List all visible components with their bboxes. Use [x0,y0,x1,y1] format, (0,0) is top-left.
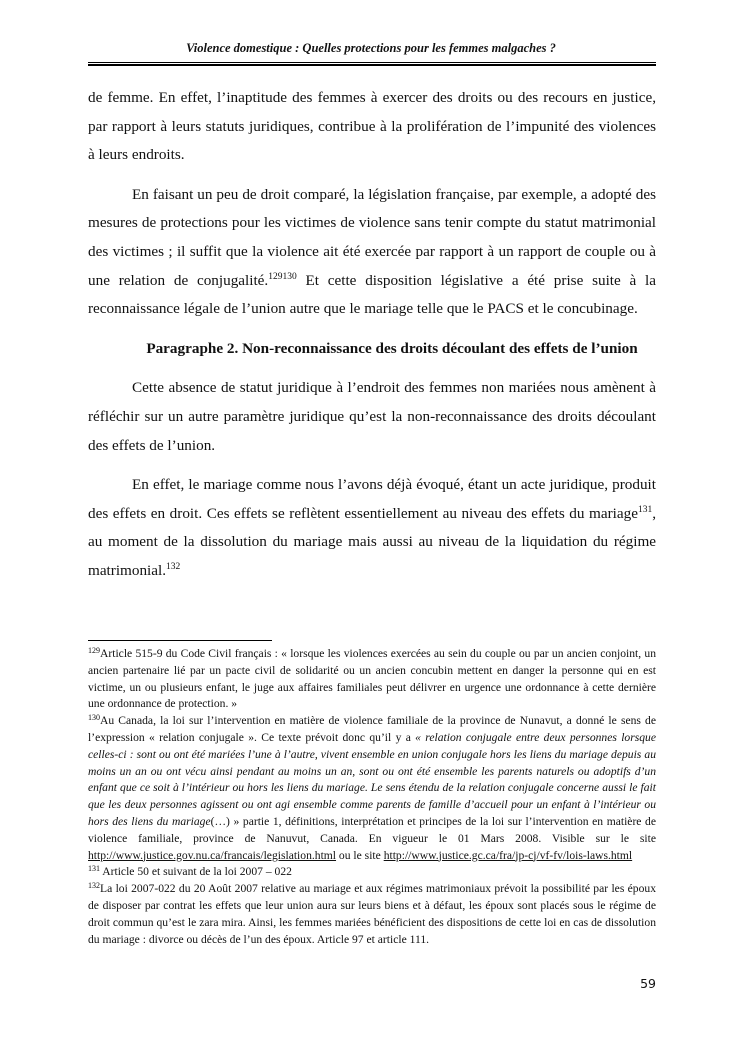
footnote-text: Article 50 et suivant de la loi 2007 – 022 [100,865,292,879]
footnote-quote: « relation conjugale entre deux personnes lorsque celles-ci : sont ou ont été mariées l’une à l’autre, vivent ensemble en union conjugale hors les liens du mariage depuis au moins un an ou ont vécu ainsi pendant au moins un an, sont ou ont été ensemble les parents naturels ou adoptifs d’un enfant que ce soit à l’intérieur ou hors les liens du mariage. Le sens étendu de la relation conjugale concerne aussi le fait que les deux personnes agissent ou ont agi ensemble comme parents de famille d’accueil pour un enfant à l’intérieur ou hors des liens du mariage [88,730,656,828]
footnote-ref-132[interactable]: 132 [166,561,181,572]
footnote-text: (…) » partie 1, définitions, interprétation et principes de la loi sur l’intervention en matière de violence familiale, province de Nanuvut, Canada. En vigueur le 01 Mars 2008. Visible sur le site [88,814,656,845]
link-justice-nunavut[interactable]: http://www.justice.gov.nu.ca/francais/legislation.html [88,848,337,862]
paragraph-2-text-b: Et cette disposition législative a été prise suite à la reconnaissance légale de l’union autre que le mariage telle que le PACS et le concubinage. [88,271,656,318]
paragraph-1: de femme. En effet, l’inaptitude des femmes à exercer des droits ou des recours en justice, par rapport à leurs statuts juridiques, contribue à la prolifération de l’impunité des violences à leurs endroits. [88,89,656,164]
footnotes [88,646,656,948]
footnote-number: 132 [88,881,100,891]
header-rule [88,62,656,66]
footnote-number: 131 [88,864,100,874]
running-header: Violence domestique : Quelles protections pour les femmes malgaches ? [186,41,556,55]
footnote-131 [88,864,656,881]
link-justice-canada[interactable]: http://www.justice.gc.ca/fra/jp-cj/vf-fv/lois-laws.html [383,848,633,862]
paragraph-3: Cette absence de statut juridique à l’endroit des femmes non mariées nous amènent à réfléchir sur un autre paramètre juridique qu’est la non-reconnaissance des droits découlant des effets de l’union. [88,379,656,454]
paragraph-4 [88,471,656,585]
footnote-text: Article 515-9 du Code Civil français : « lorsque les violences exercées au sein du couple ou par un ancien conjoint, un ancien partenaire lié par un pacte civil de solidarité ou un ancien concubin mettent en danger la personne qui en est victime, un ou plusieurs enfant, le juge aux affaires familiales peut délivrer en urgence une ordonnance à cette dernière une ordonnance de protection. » [88,647,656,711]
footnote-132 [88,881,656,948]
footnote-number: 129 [88,646,100,655]
footnote-number: 130 [88,713,100,723]
footnote-text: Au Canada, la loi sur l’intervention en matière de violence familiale de la province de Nunavut, a donné le sens de l’expression « relation conjugale ». Ce texte prévoit donc qu’il y a [88,714,656,744]
footnote-ref-131[interactable]: 131 [637,504,653,515]
section-heading: Paragraphe 2. Non-reconnaissance des droits découlant des effets de l’union [146,339,638,357]
footnote-text: La loi 2007-022 du 20 Août 2007 relative au mariage et aux régimes matrimoniaux prévoit la possibilité par les époux de disposer par contrat les effets que leur union aura sur leurs biens et à défaut, les époux sont placés sous le régime de droit commun qu’est le zara mira. Ainsi, les femmes mariées bénéficient des dispositions de cette loi en cas de dissolution du mariage : divorce ou décès de l’un des époux. Article 97 et article 111. [88,882,656,946]
footnote-text: ou le site [336,848,384,862]
footnote-ref-129-130[interactable]: 129130 [268,271,297,282]
paragraph-2-text-a: En faisant un peu de droit comparé, la législation française, par exemple, a adopté des mesures de protections pour les victimes de violence sans tenir compte du statut matrimonial des victimes ; il suffit que la violence ait été exercée par rapport à un rapport de couple ou à une relation de conjugalité. [88,185,656,289]
footnote-separator [88,640,272,641]
page-number: 59 [640,976,656,991]
paragraph-2 [88,181,656,324]
paragraph-4-text-a: En effet, le mariage comme nous l’avons déjà évoqué, étant un acte juridique, produit des effets en droit. Ces effets se reflètent essentiellement au niveau des effets du mariage [88,476,656,522]
footnote-129 [88,646,656,713]
body-text [88,84,656,597]
footnote-130 [88,713,656,864]
paragraph-4-text-b: , au moment de la dissolution du mariage mais aussi au niveau de la liquidation du régime matrimonial. [88,504,656,579]
